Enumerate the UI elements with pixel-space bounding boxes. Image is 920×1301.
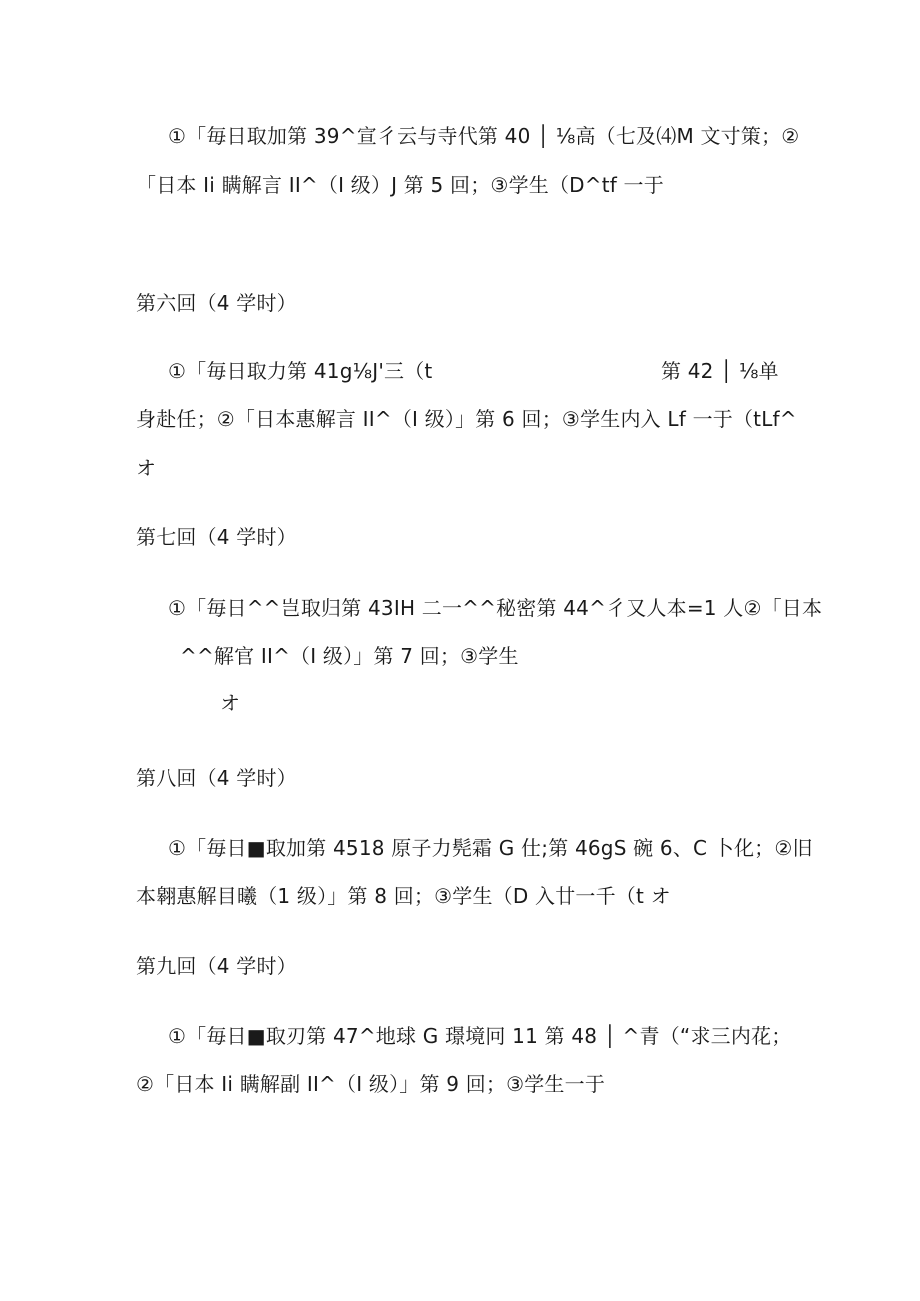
section6-paragraph-line-3: オ [136, 456, 157, 480]
section7-paragraph-line-3: オ [220, 691, 241, 715]
section9-paragraph-line-1: ①「毎日■取刃第 47^地球 G 璟境冋 11 第 48 │ ^青（“求三内花； [168, 1024, 792, 1048]
section9-paragraph-line-2: ②「日本 Ii 瞒解副 II^（I 级）」第 9 回；③学生一于 [136, 1072, 606, 1096]
section9-heading: 第九回（4 学时） [136, 954, 297, 978]
section8-paragraph-line-1: ①「毎日■取加第 4518 原子力髡霜 G 仕;第 46gS 碗 6、C 卜化；②旧 [168, 836, 813, 860]
section8-paragraph-line-2: 本翱惠解目曦（1 级）」第 8 回；③学生（D 入廿一千（t オ [136, 884, 671, 908]
section6-paragraph-line-1a: ①「毎日取力第 41g⅛J'三（t [168, 359, 433, 383]
section7-paragraph-line-2: ^^解官 II^（I 级）」第 7 回；③学生 [180, 644, 519, 668]
section5-paragraph-line-2: 「日本 Ii 瞒解言 II^（I 级）J 第 5 回；③学生（D^tf 一于 [136, 173, 664, 197]
section7-paragraph-line-1: ①「毎日^^岂取归第 43IH 二一^^秘密第 44^彳又人本=1 人②「日本 [168, 596, 823, 620]
section5-paragraph-line-1: ①「毎日取加第 39^宣彳云与寺代第 40 │ ⅛高（七及⑷M 文寸策；② [168, 124, 800, 148]
section6-paragraph-line-2: 身赴任；②「日本惠解言 II^（I 级）」第 6 回；③学生内入 Lf 一于（tLf^ [136, 407, 797, 431]
section6-paragraph-line-1b: 第 42 │ ⅛单 [661, 359, 779, 383]
section7-heading: 第七回（4 学时） [136, 525, 297, 549]
section8-heading: 第八回（4 学时） [136, 766, 297, 790]
section6-heading: 第六回（4 学时） [136, 291, 297, 315]
